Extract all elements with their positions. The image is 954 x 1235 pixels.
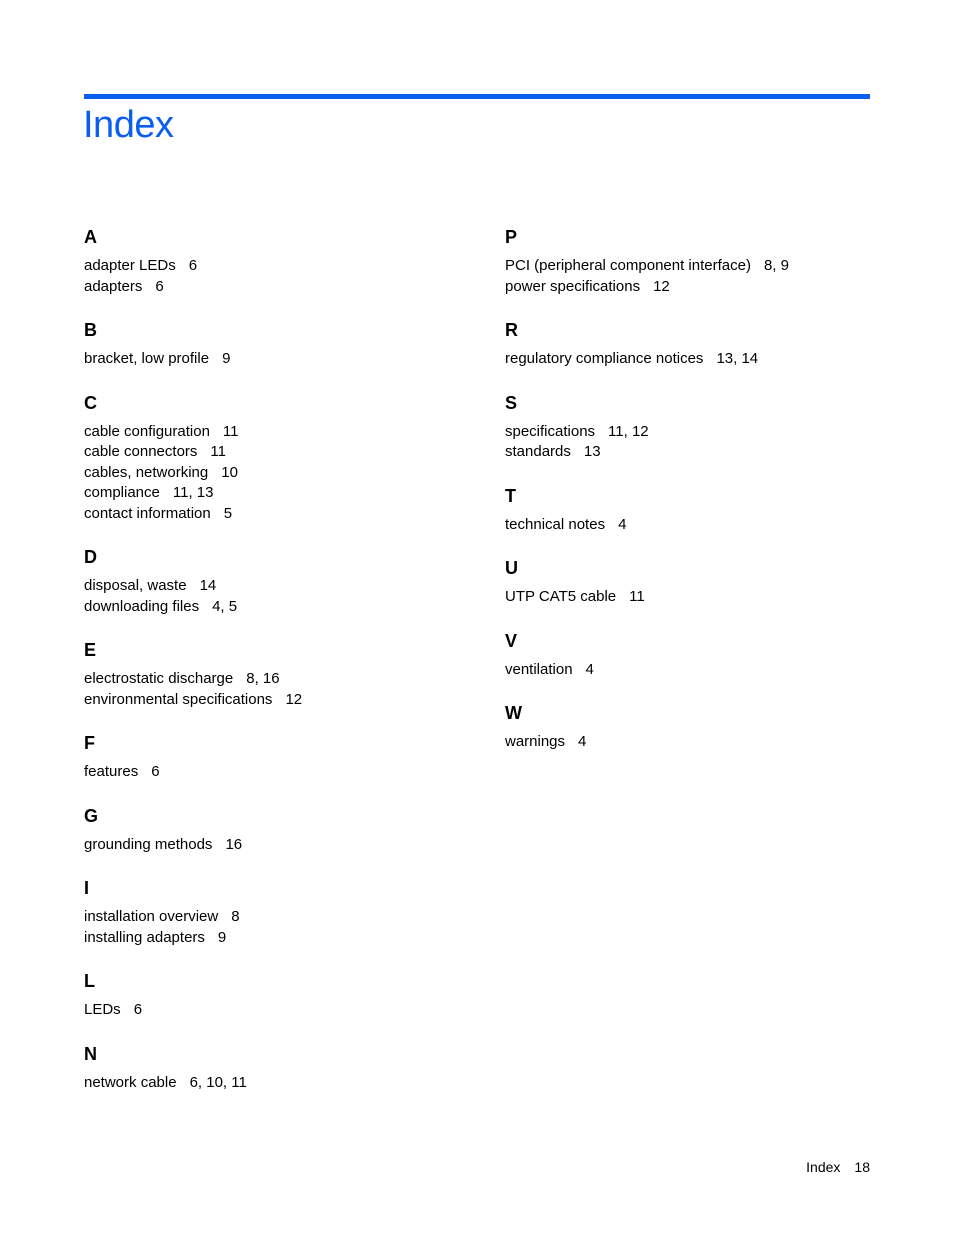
- entry-term: specifications: [505, 422, 596, 440]
- entry-page-link[interactable]: 6: [151, 763, 160, 780]
- entry-page-link[interactable]: 11: [210, 443, 226, 460]
- entry-term: cable connectors: [84, 443, 198, 460]
- section-entries: [84, 762, 464, 783]
- entry-term: network cable: [84, 1073, 177, 1091]
- index-entry: [84, 422, 464, 443]
- index-section-i: [84, 873, 464, 948]
- entry-term: adapters: [84, 277, 143, 295]
- entry-page-link[interactable]: 9: [217, 928, 227, 946]
- section-letter: P: [505, 227, 518, 247]
- entry-page-link[interactable]: 16: [225, 835, 243, 853]
- entry-term: standards: [505, 443, 571, 460]
- entry-term: contact information: [84, 504, 211, 522]
- entry-page-link[interactable]: 14: [199, 577, 217, 594]
- index-section-v: [505, 626, 885, 681]
- index-section-s: [505, 388, 885, 463]
- entry-page-link[interactable]: 4: [618, 515, 627, 533]
- section-entries: [84, 256, 464, 297]
- entry-page-link[interactable]: 8, 9: [763, 257, 789, 274]
- section-entries: [84, 835, 464, 856]
- index-entry: [505, 515, 885, 536]
- entry-term: UTP CAT5 cable: [505, 588, 617, 605]
- entry-page-link[interactable]: 4, 5: [212, 597, 238, 615]
- entry-page-link[interactable]: 12: [285, 690, 303, 708]
- index-entry: [84, 597, 464, 618]
- index-section-p: [505, 222, 885, 297]
- section-letter: R: [505, 320, 518, 340]
- index-entry: [84, 349, 464, 370]
- index-entry: [84, 835, 464, 856]
- entry-term: bracket, low profile: [84, 350, 210, 367]
- entry-term: downloading files: [84, 597, 200, 615]
- entry-page-link[interactable]: 6: [188, 257, 198, 274]
- index-section-r: [505, 315, 885, 370]
- section-letter: A: [84, 227, 97, 247]
- entry-term: LEDs: [84, 1001, 121, 1018]
- section-letter: V: [505, 630, 518, 651]
- index-entry: [84, 690, 464, 711]
- entry-term: installation overview: [84, 908, 219, 925]
- index-entry: [505, 256, 885, 277]
- index-entry: [84, 1073, 464, 1094]
- entry-page-link[interactable]: 8, 16: [246, 670, 280, 687]
- entry-term: cables, networking: [84, 463, 209, 481]
- entry-term: compliance: [84, 484, 160, 501]
- section-entries: [505, 587, 885, 608]
- entry-term: features: [84, 763, 139, 780]
- page-footer: [806, 1157, 870, 1177]
- index-entry: [84, 442, 464, 463]
- section-letter: B: [84, 320, 97, 340]
- section-letter: C: [84, 392, 97, 413]
- index-column-left: [84, 222, 464, 1093]
- section-letter: L: [84, 971, 95, 991]
- entry-page-link[interactable]: 5: [223, 504, 233, 522]
- section-entries: [505, 256, 885, 297]
- entry-page-link[interactable]: 12: [653, 277, 670, 295]
- entry-page-link[interactable]: 6: [133, 1001, 143, 1018]
- index-section-d: [84, 542, 464, 617]
- entry-page-link[interactable]: 6: [155, 277, 164, 295]
- index-entry: [84, 504, 464, 525]
- index-entry: [505, 422, 885, 443]
- index-entry: [505, 349, 885, 370]
- section-letter: U: [505, 558, 518, 578]
- index-entry: [84, 907, 464, 928]
- entry-term: adapter LEDs: [84, 257, 176, 274]
- entry-page-link[interactable]: 8: [231, 908, 240, 925]
- section-letter: E: [84, 640, 97, 660]
- index-section-w: [505, 698, 885, 753]
- section-entries: [84, 907, 464, 948]
- index-entry: [84, 463, 464, 484]
- entry-term: electrostatic discharge: [84, 670, 234, 687]
- index-section-u: [505, 553, 885, 608]
- index-entry: [505, 732, 885, 753]
- entry-term: regulatory compliance notices: [505, 350, 704, 367]
- index-entry: [505, 587, 885, 608]
- section-entries: [84, 1000, 464, 1021]
- section-entries: [84, 576, 464, 617]
- section-entries: [84, 349, 464, 370]
- section-entries: [505, 422, 885, 463]
- entry-page-link[interactable]: 9: [222, 350, 231, 367]
- index-entry: [84, 576, 464, 597]
- entry-page-link[interactable]: 10: [221, 463, 238, 481]
- section-entries: [505, 349, 885, 370]
- section-letter: W: [505, 703, 522, 723]
- entry-page-link[interactable]: 13, 14: [716, 350, 759, 367]
- entry-page-link[interactable]: 11: [629, 588, 645, 605]
- entry-page-link[interactable]: 11: [222, 422, 239, 440]
- index-section-l: [84, 966, 464, 1021]
- index-section-n: [84, 1039, 464, 1094]
- entry-term: installing adapters: [84, 928, 205, 946]
- index-section-c: [84, 388, 464, 525]
- index-entry: [505, 442, 885, 463]
- index-entry: [505, 277, 885, 298]
- section-letter: T: [505, 485, 516, 506]
- index-section-e: [84, 635, 464, 710]
- section-letter: S: [505, 392, 518, 413]
- title-rule: [84, 94, 870, 99]
- index-entry: [84, 669, 464, 690]
- entry-term: PCI (peripheral component interface): [505, 257, 751, 274]
- index-section-a: [84, 222, 464, 297]
- section-letter: G: [84, 805, 99, 826]
- index-section-b: [84, 315, 464, 370]
- index-entry: [84, 483, 464, 504]
- section-entries: [84, 1073, 464, 1094]
- entry-term: environmental specifications: [84, 690, 273, 708]
- section-letter: D: [84, 547, 97, 567]
- entry-page-link[interactable]: 11, 13: [172, 484, 214, 501]
- entry-term: ventilation: [505, 660, 573, 678]
- index-entry: [84, 928, 464, 949]
- entry-page-link[interactable]: 4: [585, 660, 594, 678]
- section-entries: [84, 422, 464, 525]
- index-entry: [84, 762, 464, 783]
- index-entry: [84, 277, 464, 298]
- section-entries: [505, 732, 885, 753]
- section-letter: F: [84, 733, 95, 753]
- entry-term: grounding methods: [84, 835, 213, 853]
- entry-term: cable configuration: [84, 422, 210, 440]
- entry-term: disposal, waste: [84, 577, 187, 594]
- index-entry: [84, 1000, 464, 1021]
- index-column-right: [505, 222, 885, 753]
- entry-term: power specifications: [505, 277, 641, 295]
- entry-term: warnings: [505, 733, 566, 750]
- entry-term: technical notes: [505, 515, 606, 533]
- index-section-t: [505, 481, 885, 536]
- section-letter: I: [84, 878, 90, 898]
- section-entries: [505, 660, 885, 681]
- section-entries: [505, 515, 885, 536]
- index-entry: [505, 660, 885, 681]
- index-section-g: [84, 801, 464, 856]
- section-letter: N: [84, 1043, 97, 1064]
- entry-page-link[interactable]: 6, 10, 11: [189, 1073, 247, 1091]
- index-entry: [84, 256, 464, 277]
- section-entries: [84, 669, 464, 710]
- entry-page-link[interactable]: 11, 12: [608, 422, 649, 440]
- entry-page-link[interactable]: 13: [583, 443, 601, 460]
- footer-page-number: 18: [854, 1159, 870, 1175]
- footer-label: Index: [806, 1159, 841, 1175]
- page-title: Index: [83, 104, 174, 146]
- index-section-f: [84, 728, 464, 783]
- entry-page-link[interactable]: 4: [578, 733, 587, 750]
